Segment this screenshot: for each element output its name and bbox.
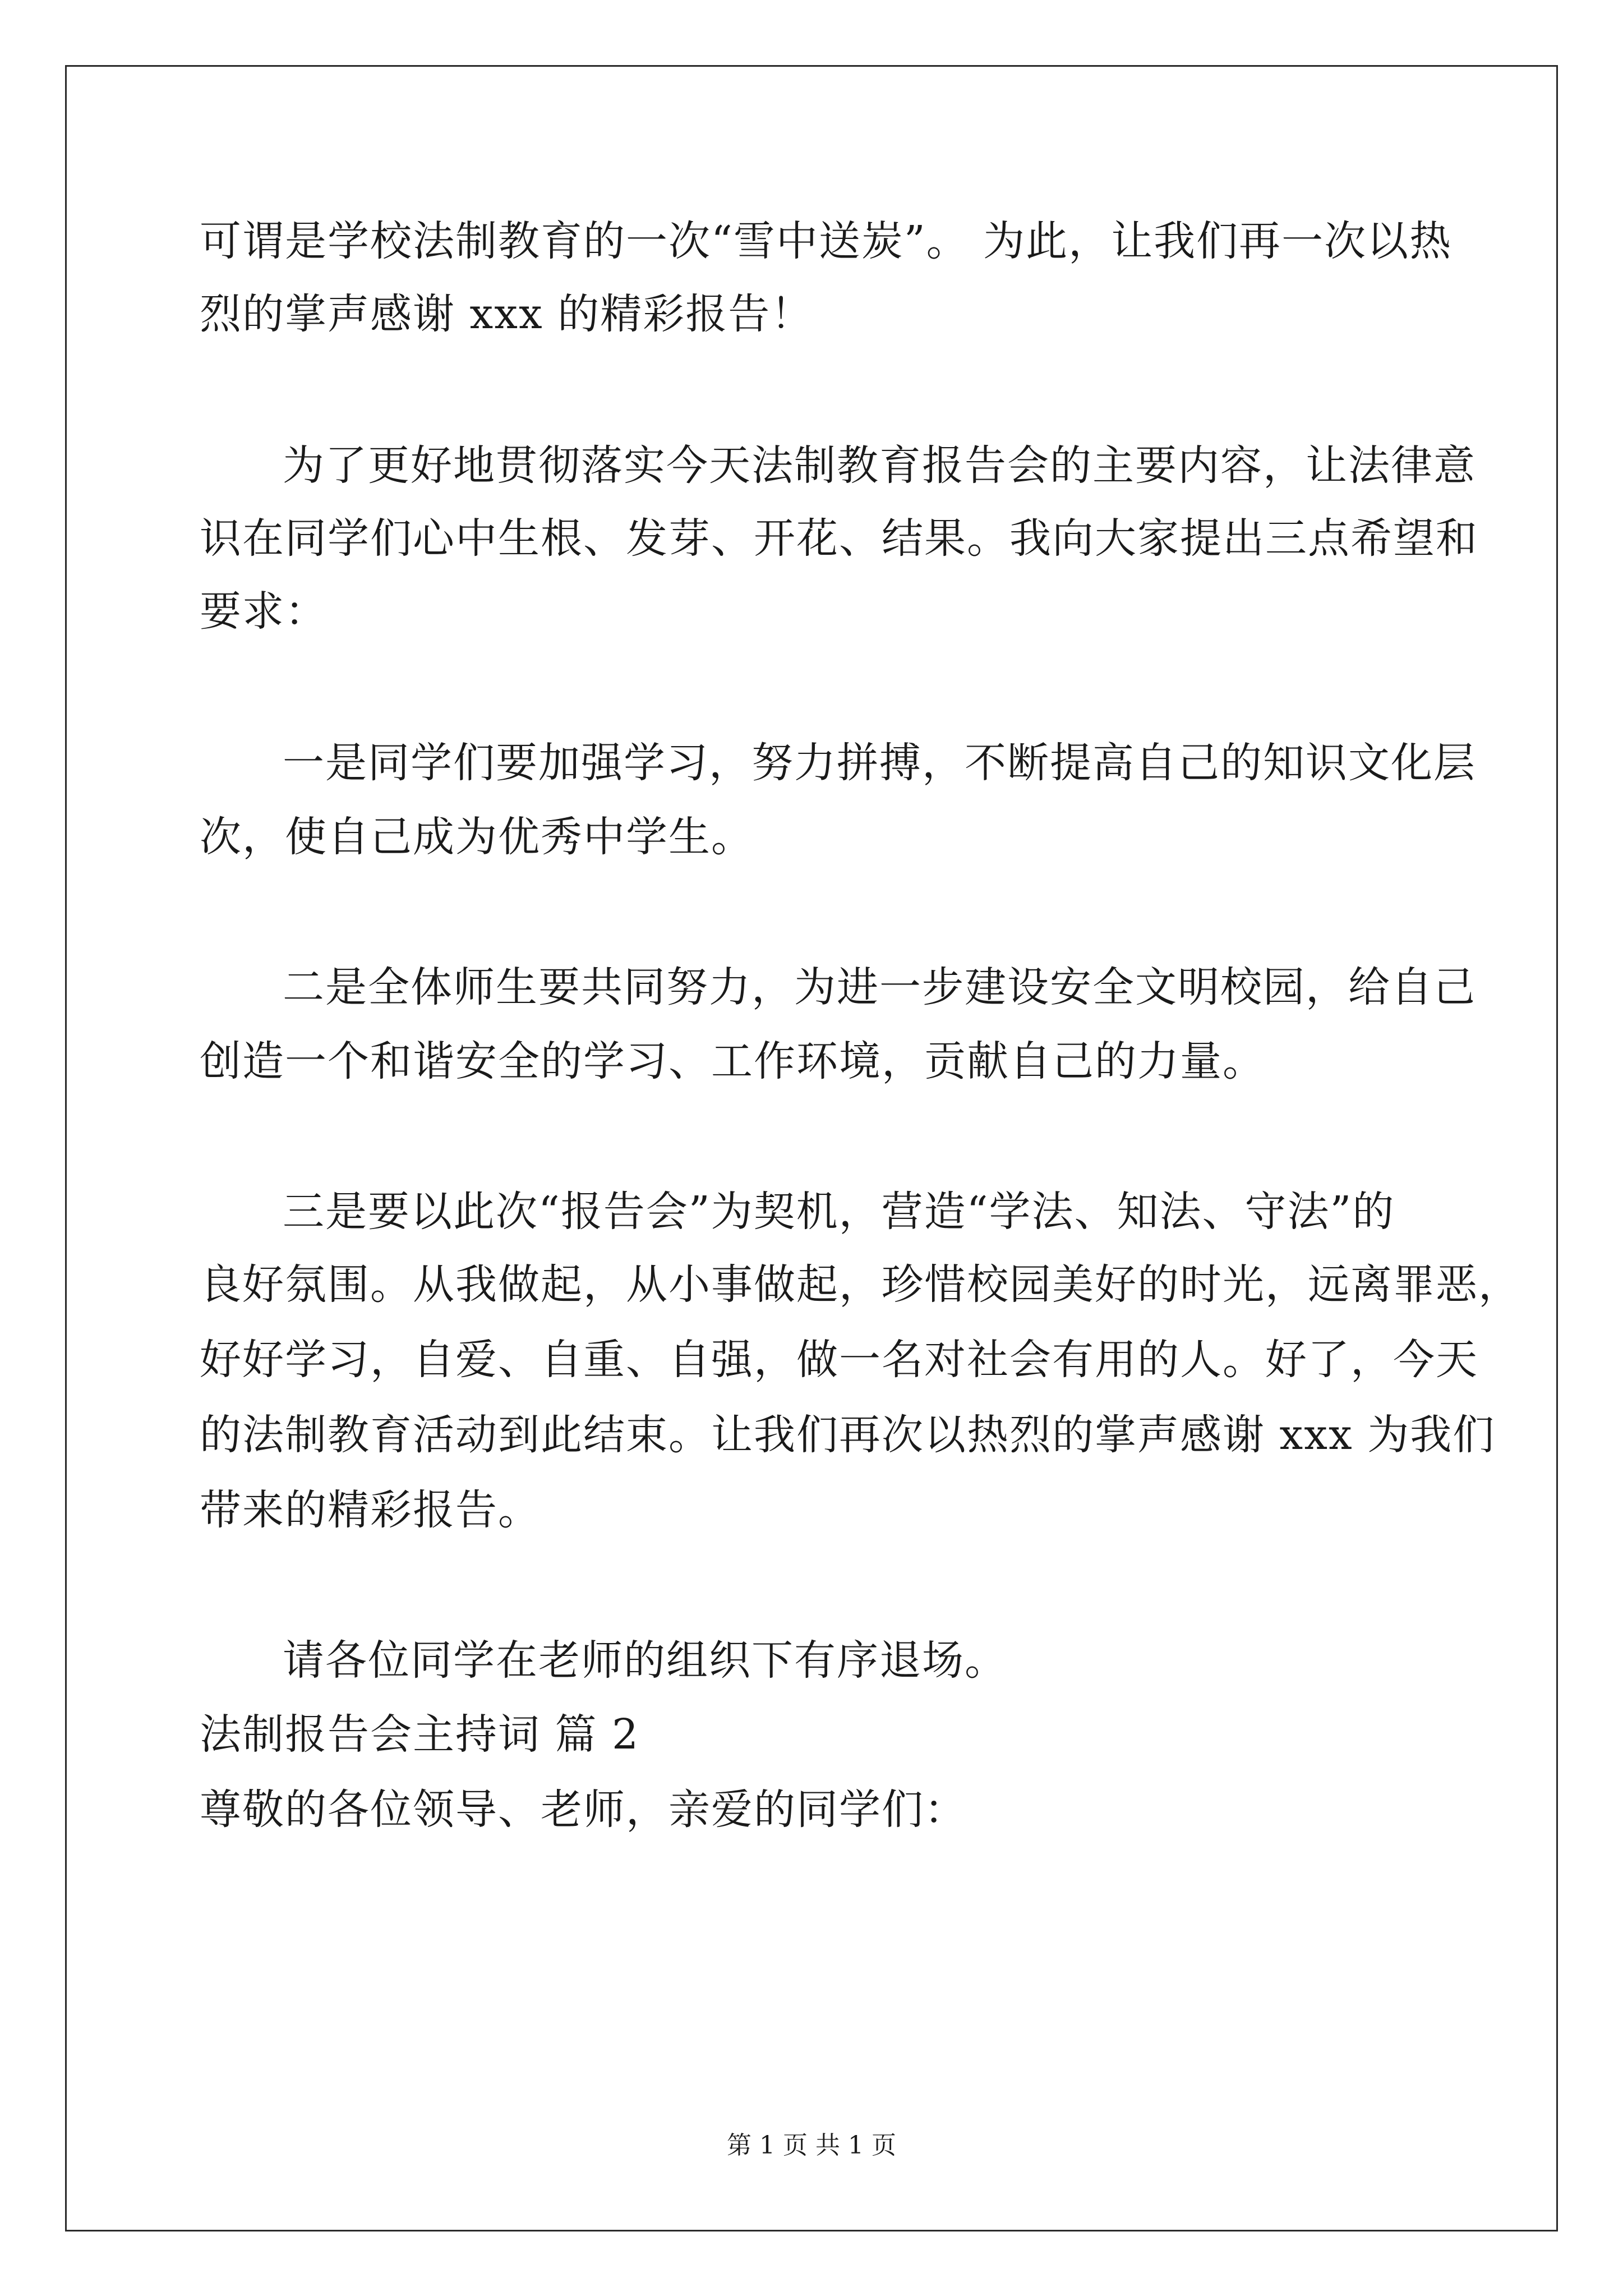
salutation-line: 尊敬的各位领导、老师，亲爱的同学们： bbox=[200, 1786, 967, 1834]
text-line: 要求： bbox=[200, 587, 328, 636]
text-line: 次，使自己成为优秀中学生。 bbox=[200, 813, 754, 861]
paragraph-line: 二是全体师生要共同努力，为进一步建设安全文明校园，给自己 bbox=[283, 963, 1476, 1011]
text-line: 良好氛围。从我做起，从小事做起，珍惜校园美好的时光，远离罪恶， bbox=[200, 1260, 1521, 1309]
text-line: 识在同学们心中生根、发芽、开花、结果。我向大家提出三点希望和 bbox=[200, 514, 1478, 563]
paragraph-line: 三是要以此次“报告会”为契机，营造“学法、知法、守法”的 bbox=[283, 1188, 1395, 1236]
text-line: 带来的精彩报告。 bbox=[200, 1486, 541, 1534]
page-number-footer: 第 1 页 共 1 页 bbox=[727, 2131, 896, 2160]
text-line: 烈的掌声感谢 xxx 的精彩报告！ bbox=[200, 290, 814, 338]
text-line: 的法制教育活动到此结束。让我们再次以热烈的掌声感谢 xxx 为我们 bbox=[200, 1411, 1496, 1459]
page-border bbox=[65, 65, 1558, 2231]
paragraph-line: 请各位同学在老师的组织下有序退场。 bbox=[283, 1636, 1007, 1685]
section-heading: 法制报告会主持词 篇 2 bbox=[200, 1710, 640, 1759]
text-line: 可谓是学校法制教育的一次“雪中送炭”。 为此，让我们再一次以热 bbox=[200, 217, 1453, 265]
text-line: 创造一个和谐安全的学习、工作环境，贡献自己的力量。 bbox=[200, 1037, 1265, 1085]
paragraph-line: 一是同学们要加强学习，努力拼搏，不断提高自己的知识文化层 bbox=[283, 739, 1476, 787]
text-line: 好好学习，自爱、自重、自强，做一名对社会有用的人。好了，今天 bbox=[200, 1336, 1478, 1384]
paragraph-line: 为了更好地贯彻落实今天法制教育报告会的主要内容，让法律意 bbox=[283, 441, 1476, 490]
